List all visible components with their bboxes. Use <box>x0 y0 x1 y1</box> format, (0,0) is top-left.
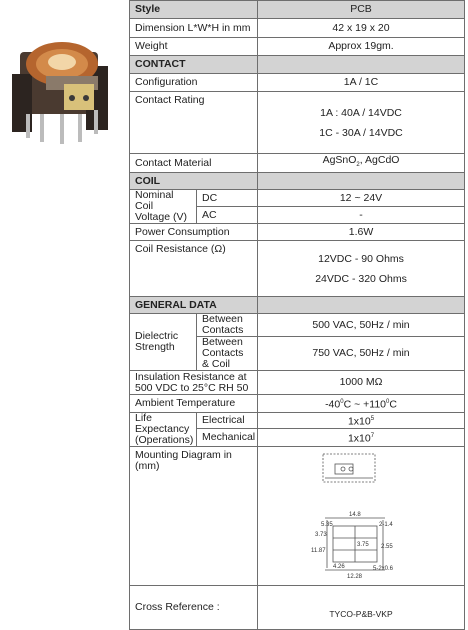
row-style <box>130 1 465 19</box>
coil-resistance-value-1: 12VDC - 90 Ohms <box>318 252 404 265</box>
mechanical-label: Mechanical <box>197 429 258 447</box>
insulation-value: 1000 MΩ <box>258 371 465 395</box>
weight-label: Weight <box>130 38 258 56</box>
coil-resistance-value-2: 24VDC - 320 Ohms <box>315 272 407 285</box>
power-label: Power Consumption <box>130 224 258 241</box>
general-header: GENERAL DATA <box>130 297 258 314</box>
dim-5-35: 5.35 <box>321 522 333 528</box>
configuration-label: Configuration <box>130 74 258 92</box>
dim-2-1-4: 2-1.4 <box>379 522 393 528</box>
contact-material-label: Contact Material <box>130 154 258 173</box>
contact-rating-label: Contact Rating <box>130 92 258 154</box>
contact-rating-value-2: 1C - 30A / 14VDC <box>319 126 403 139</box>
coil-resistance-label: Coil Resistance (Ω) <box>130 241 258 297</box>
row-power <box>130 224 465 241</box>
style-value: PCB <box>258 1 465 19</box>
electrical-label: Electrical <box>197 413 258 429</box>
insulation-label: Insulation Resistance at 500 VDC to 25°C RH 50 <box>130 371 258 395</box>
ambient-label: Ambient Temperature <box>130 395 258 413</box>
ambient-value: $-40^0C$ ~ $+110^0C$ <box>258 395 465 413</box>
dim-4-26: 4.26 <box>333 564 345 570</box>
dim-2-55: 2.55 <box>381 544 393 550</box>
dim-5-2x0-6: 5-2x0.6 <box>373 566 394 572</box>
mounting-label: Mounting Diagram in (mm) <box>130 447 258 586</box>
nominal-coil-label: Nominal Coil Voltage (V) <box>130 190 197 224</box>
row-contact-header <box>130 56 465 74</box>
dielectric-sub-2: Between Contacts & Coil <box>197 337 258 371</box>
spec-table <box>129 0 465 630</box>
row-nominal-dc <box>130 190 465 207</box>
dimension-value: 42 x 19 x 20 <box>258 19 465 38</box>
cross-reference-value: TYCO-P&B-VKP <box>258 586 465 630</box>
relay-photo-icon <box>2 14 120 156</box>
life-label: Life Expectancy (Operations) <box>130 413 197 447</box>
electrical-value: $1x10^5$ <box>258 413 465 429</box>
dc-label: DC <box>197 190 258 207</box>
ac-value: - <box>258 207 465 224</box>
row-ambient <box>130 395 465 413</box>
mounting-diagram <box>263 448 463 584</box>
cross-reference-label: Cross Reference : <box>130 586 258 630</box>
dimension-label: Dimension L*W*H in mm <box>130 19 258 38</box>
dielectric-sub-1: Between Contacts <box>197 314 258 337</box>
dielectric-value-2: 750 VAC, 50Hz / min <box>258 337 465 371</box>
row-general-header <box>130 297 465 314</box>
contact-rating-value-1: 1A : 40A / 14VDC <box>320 106 402 119</box>
row-life-electrical <box>130 413 465 429</box>
dim-14-8: 14.8 <box>349 512 361 518</box>
dielectric-label: Dielectric Strength <box>130 314 197 371</box>
dielectric-value-1: 500 VAC, 50Hz / min <box>258 314 465 337</box>
contact-header: CONTACT <box>130 56 258 74</box>
mechanical-value: $1x10^7$ <box>258 429 465 447</box>
row-dimension <box>130 19 465 38</box>
dim-12-28: 12.28 <box>347 574 363 580</box>
row-weight <box>130 38 465 56</box>
row-mounting <box>130 447 465 586</box>
row-coil-header <box>130 173 465 190</box>
dim-3-73: 3.73 <box>315 532 327 538</box>
dim-11-87: 11.87 <box>311 548 326 554</box>
row-dielectric-1 <box>130 314 465 337</box>
configuration-value: 1A / 1C <box>258 74 465 92</box>
style-label: Style <box>130 1 258 19</box>
row-coil-resistance <box>130 241 465 297</box>
row-configuration <box>130 74 465 92</box>
weight-value: Approx 19gm. <box>258 38 465 56</box>
row-contact-material <box>130 154 465 173</box>
row-insulation <box>130 371 465 395</box>
row-contact-rating <box>130 92 465 154</box>
coil-header: COIL <box>130 173 258 190</box>
power-value: 1.6W <box>258 224 465 241</box>
mounting-diagram-cell <box>258 447 465 586</box>
dim-3-75: 3.75 <box>357 542 369 548</box>
row-cross-reference <box>130 586 465 630</box>
dc-value: 12 ~ 24V <box>258 190 465 207</box>
ac-label: AC <box>197 207 258 224</box>
contact-material-value: AgSnO$_2$, AgCdO <box>258 154 465 173</box>
